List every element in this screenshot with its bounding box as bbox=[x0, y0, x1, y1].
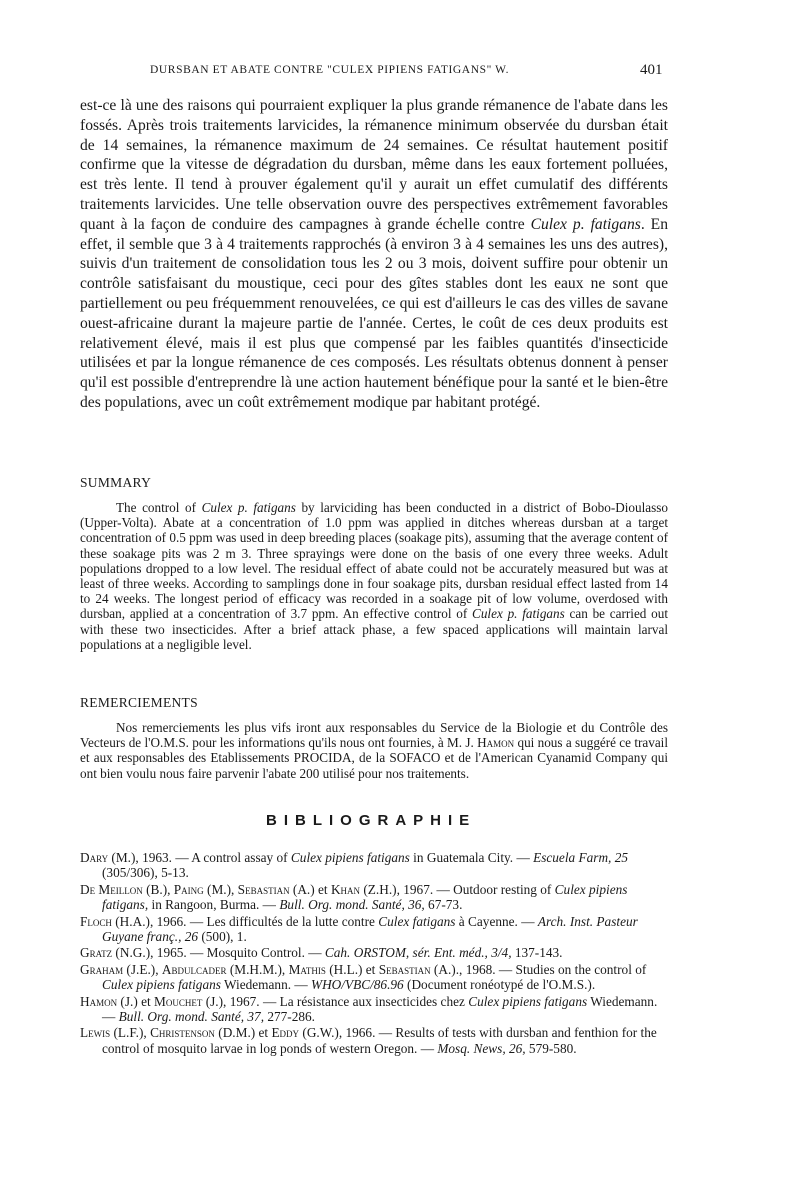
ref-text: (N.G.), 1965. — Mosquito Control. — bbox=[112, 945, 325, 961]
ref-journal: Escuela Farm, 25 bbox=[533, 850, 628, 865]
ref-text: in Guatemala City. — bbox=[409, 850, 534, 865]
ref-author: Mouchet bbox=[154, 993, 203, 1009]
ref-journal: Arch. Inst. Pasteur Guyane franç., 26 bbox=[102, 913, 638, 945]
ref-author: Paing bbox=[173, 881, 204, 897]
ref-author: Gratz bbox=[80, 945, 113, 961]
ref-text: (G.W.), 1966. — Results of tests with dursban and fenthion for the control of mosquito larvae in log ponds of western Oregon. — bbox=[102, 1025, 657, 1056]
ref-pages: (500), 1. bbox=[198, 929, 247, 945]
ref-journal: WHO/VBC/86.96 bbox=[311, 977, 404, 993]
ref-pages: 277-286. bbox=[264, 1009, 315, 1025]
ref-author: Floch bbox=[80, 913, 112, 929]
main-paragraph bbox=[80, 96, 668, 413]
ref-text: Wiedemann. — bbox=[102, 993, 658, 1025]
ref-text: (H.L.) et bbox=[325, 961, 379, 977]
ref-text: (A.)., 1968. — Studies on the control of bbox=[430, 961, 647, 977]
ref-author: Eddy bbox=[271, 1025, 300, 1041]
ref-author: De Meillon bbox=[80, 881, 143, 897]
ref-title: Culex fatigans bbox=[378, 913, 456, 929]
reference-item bbox=[80, 914, 668, 945]
ref-journal: Bull. Org. mond. Santé, 37, bbox=[118, 1009, 265, 1025]
summary-heading: SUMMARY bbox=[80, 475, 152, 490]
ref-text: à Cayenne. — bbox=[455, 913, 538, 929]
summary-species-2: Culex p. fatigans bbox=[472, 606, 565, 622]
reference-item bbox=[80, 1025, 668, 1056]
main-text-species: Culex p. fatigans bbox=[530, 215, 641, 233]
summary-text-1: The control of bbox=[116, 500, 196, 515]
ref-author: Sebastian bbox=[237, 881, 290, 897]
ref-pages: 137-143. bbox=[511, 945, 563, 961]
running-title: DURSBAN ET ABATE CONTRE "CULEX PIPIENS FATIGANS" W. bbox=[150, 64, 510, 76]
ref-pages: (305/306), 5-13. bbox=[102, 865, 189, 881]
ref-author: Dary bbox=[80, 850, 109, 865]
ref-journal: Mosq. News, 26, bbox=[437, 1040, 526, 1056]
ref-text: (M.), bbox=[203, 881, 238, 897]
reference-item bbox=[80, 850, 668, 881]
ref-pages: 579-580. bbox=[525, 1040, 577, 1056]
ref-text: (A.) et bbox=[289, 881, 331, 897]
ref-text: (J.), 1967. — La résistance aux insecticides chez bbox=[202, 993, 469, 1009]
ref-text: (Z.H.), 1967. — Outdoor resting of bbox=[360, 881, 555, 897]
ref-author: Mathis bbox=[288, 961, 326, 977]
reference-item bbox=[80, 962, 668, 993]
main-text-part2: . En effet, il semble que 3 à 4 traitements rapprochés (à environ 3 à 4 semaines les uns des autres), suivis d'un traitement de consolidation tous les 2 ou 3 mois, doivent suffire pour obtenir un contrôle satisfaisant du moustique, ceci pour des gîtes stables dont les eaux ne sont que partiellement ou peu fréquemment renouvelées, ce qui est d'ailleurs le cas des villes de savane ouest-africaine durant la majeure partie de l'année. Certes, le coût de ces deux produits est relativement élevé, mais il est plus que compensé par les faibles quantités d'insecticide utilisées et par la longue rémanence de ces composés. Les résultats obtenus donnent à penser qu'il est possible d'entreprendre là une action hautement bénéfique pour la santé et le bien-être des populations, avec un coût extrêmement modique par habitant protégé. bbox=[80, 215, 668, 411]
ack-name: Hamon bbox=[477, 735, 515, 751]
ref-text: (B.), bbox=[142, 881, 174, 897]
ref-title: Culex pipiens fatigans, bbox=[102, 881, 628, 913]
ref-text: (D.M.) et bbox=[214, 1025, 272, 1041]
ref-text: (M.H.M.), bbox=[226, 961, 289, 977]
reference-item bbox=[80, 945, 668, 960]
ref-author: Abdulcader bbox=[161, 961, 227, 977]
acknowledgements-heading: REMERCIEMENTS bbox=[80, 695, 198, 710]
ref-text: (J.) et bbox=[117, 993, 155, 1009]
ref-journal: Cah. ORSTOM, sér. Ent. méd., 3/4, bbox=[324, 945, 512, 961]
page-number: 401 bbox=[640, 62, 663, 78]
reference-item bbox=[80, 994, 668, 1025]
ref-text: in Rangoon, Burma. — bbox=[148, 897, 280, 913]
ref-text: (M.), 1963. — A control assay of bbox=[108, 850, 291, 865]
ref-author: Graham bbox=[80, 961, 124, 977]
ref-text: (L.F.), bbox=[110, 1025, 151, 1041]
summary-species-1: Culex p. fatigans bbox=[201, 500, 296, 515]
ref-author: Hamon bbox=[80, 993, 118, 1009]
ref-text: (H.A.), 1966. — Les difficultés de la lutte contre bbox=[111, 913, 379, 929]
ref-pages: 67-73. bbox=[424, 897, 463, 913]
ref-journal: Bull. Org. mond. Santé, 36, bbox=[279, 897, 425, 913]
ref-text: (J.E.), bbox=[123, 961, 162, 977]
summary-paragraph bbox=[80, 500, 668, 652]
main-text-part1: est-ce là une des raisons qui pourraient expliquer la plus grande rémanence de l'abate dans les fossés. Après trois traitements larvicides, la rémanence minimum observée du dursban était de 14 semaines, la rémanence maximum de 24 semaines. Ce résultat hautement positif confirme que la vitesse de dégradation du dursban, même dans les eaux fortement polluées, est très lente. Il tend à prouver également qu'il y aurait un effet cumulatif des différents traitements larvicides. Une telle observation ouvre des perspectives extrêmement favorables quant à la façon de conduire des campagnes à grande échelle contre bbox=[80, 97, 668, 233]
ref-author: Christenson bbox=[150, 1025, 215, 1041]
ack-text-2: qui nous a suggéré ce travail et aux responsables des Etablissements PROCIDA, de la SOFACO et de l'American Cyanamid Company qui ont bien voulu nous faire parvenir l'abate 200 utilisé pour nos traitements. bbox=[80, 735, 669, 781]
acknowledgements-paragraph bbox=[80, 720, 668, 781]
bibliography-heading: BIBLIOGRAPHIE bbox=[266, 812, 477, 829]
ref-title: Culex pipiens fatigans bbox=[102, 977, 221, 993]
bibliography-list bbox=[80, 850, 668, 1057]
ref-author: Khan bbox=[330, 881, 361, 897]
ref-text: Wiedemann. — bbox=[220, 977, 311, 993]
summary-text-2: by larviciding has been conducted in a district of Bobo-Dioulasso (Upper-Volta). Abate at a concentration of 1.0 ppm was applied in ditches whereas dursban at a target concentration of 0.5 ppm was used in deep breeding places (soakage pits), assuming that the average content of these soakage pits was 2 m 3. Three sprayings were done on the basis of one every three weeks. Adult populations dropped to a low level. The residual effect of abate could not be accurately measured but was at least of three weeks. According to samplings done in four soakage pits, dursban residual effect lasted from 14 to 24 weeks. The longest period of efficacy was recorded in a soakage pit of low volume, overdosed with dursban, applied at a concentration of 3.7 ppm. An effective control of bbox=[80, 500, 668, 622]
ack-text-1: Nos remerciements les plus vifs iront aux responsables du Service de la Biologie et du Contrôle des Vecteurs de l'O.M.S. pour les informations qu'ils nous ont fournies, à M. J. bbox=[80, 720, 668, 751]
ref-author: Lewis bbox=[80, 1025, 111, 1041]
ref-author: Sebastian bbox=[378, 961, 431, 977]
ref-title: Culex pipiens fatigans bbox=[468, 993, 588, 1009]
reference-item bbox=[80, 882, 668, 913]
summary-text-3: can be carried out with these two insecticides. After a brief attack phase, a few spaced applications will maintain larval populations at a negligible level. bbox=[80, 606, 669, 652]
ref-pages: (Document ronéotypé de l'O.M.S.). bbox=[403, 977, 596, 993]
ref-title: Culex pipiens fatigans bbox=[290, 850, 410, 865]
